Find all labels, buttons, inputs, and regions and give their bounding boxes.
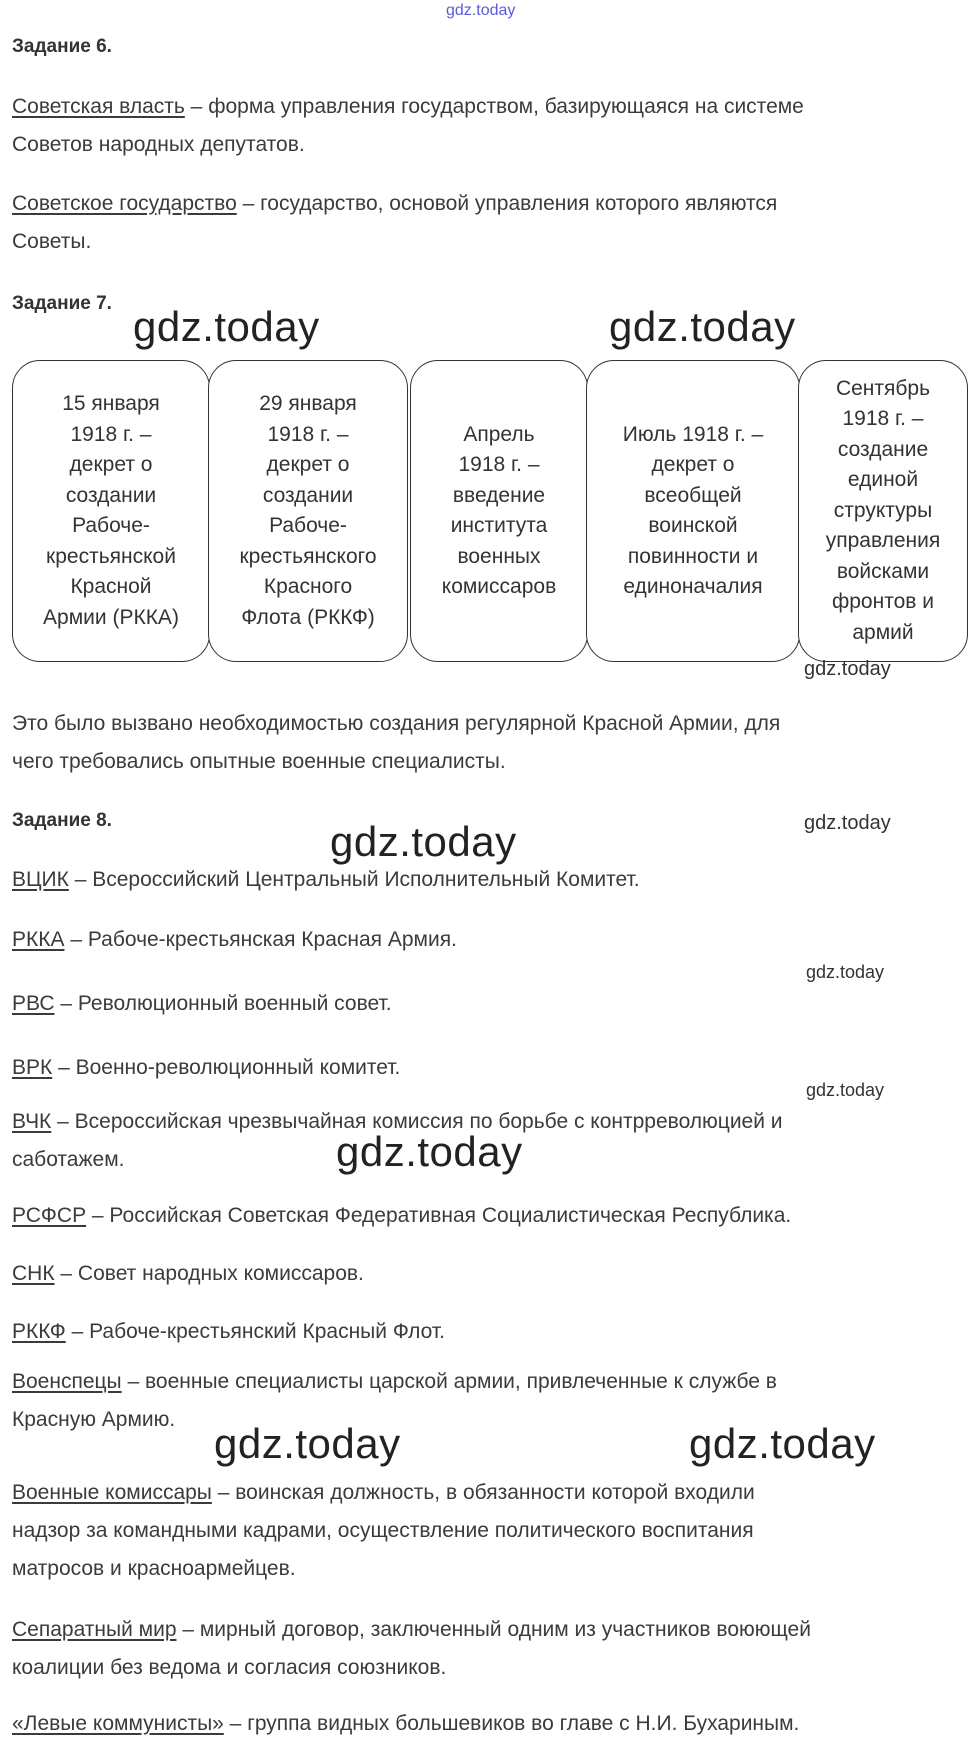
- definition-text: – Рабоче-крестьянский Красный Флот.: [65, 1320, 445, 1343]
- definition-text: – воинская должность, в обязанности которой входили: [211, 1481, 755, 1504]
- timeline-box-4: [586, 360, 800, 662]
- definition-text: – военные специалисты царской армии, привлеченные к службе в: [121, 1370, 777, 1393]
- term-abbreviation: Сепаратный мир: [12, 1618, 177, 1641]
- term-sovetskoe-gosudarstvo: Советское государство: [12, 192, 237, 215]
- term-abbreviation: РВС: [12, 992, 55, 1015]
- definition-text: – государство, основой управления которого являются: [236, 192, 778, 215]
- definition-text: – Совет народных комиссаров.: [54, 1262, 364, 1285]
- abbrev-rsfsr: [12, 1197, 791, 1235]
- note-text: чего требовались опытные военные специалисты.: [12, 750, 506, 773]
- definition-text: – мирный договор, заключенный одним из участников воюющей: [176, 1618, 811, 1641]
- timeline-box-1: [12, 360, 210, 662]
- watermark-small: gdz.today: [804, 812, 891, 834]
- term-separatnyi-mir: [12, 1611, 952, 1687]
- note-text: Это было вызвано необходимостью создания регулярной Красной Армии, для: [12, 712, 781, 735]
- definition-text: Советы.: [12, 230, 92, 253]
- abbrev-vtsik: [12, 861, 640, 899]
- watermark-big: gdz.today: [214, 1420, 401, 1467]
- watermark-big: gdz.today: [133, 303, 320, 350]
- definition-text: – Революционный военный совет.: [54, 992, 392, 1015]
- term-abbreviation: ВЧК: [12, 1110, 52, 1133]
- abbrev-rkka: [12, 921, 457, 959]
- term-abbreviation: ВРК: [12, 1056, 53, 1079]
- task7-title: Задание 7.: [12, 293, 112, 314]
- watermark-small: gdz.today: [806, 1080, 885, 1100]
- abbrev-snk: [12, 1255, 364, 1293]
- definition-text: Советов народных депутатов.: [12, 133, 305, 156]
- abbrev-rkkf: [12, 1313, 445, 1351]
- definition-text: – Всероссийская чрезвычайная комиссия по борьбе с контрреволюцией и: [51, 1110, 783, 1133]
- term-abbreviation: Военспецы: [12, 1370, 122, 1393]
- definition-text: – группа видных большевиков во главе с Н.И. Бухариным.: [223, 1712, 800, 1735]
- timeline-box-text: Июль 1918 г. – декрет о всеобщей воинской повинности и единоначалия: [622, 422, 764, 598]
- definition-text: – Рабоче-крестьянская Красная Армия.: [64, 928, 457, 951]
- definition-text: – Всероссийский Центральный Исполнительный Комитет.: [68, 868, 640, 891]
- task6-definition-1: [12, 88, 952, 164]
- timeline-box-text: 15 января 1918 г. – декрет о создании Рабоче- крестьянской Красной Армии (РККА): [43, 392, 179, 629]
- timeline-box-5: [798, 360, 968, 662]
- definition-text: надзор за командными кадрами, осуществление политического воспитания: [12, 1519, 754, 1542]
- term-abbreviation: РСФСР: [12, 1204, 87, 1227]
- watermark-big: gdz.today: [330, 818, 517, 865]
- timeline-box-text: 29 января 1918 г. – декрет о создании Рабоче- крестьянского Красного Флота (РККФ): [239, 392, 377, 629]
- watermark-big: gdz.today: [609, 303, 796, 350]
- term-levye-kommunisty: [12, 1705, 952, 1743]
- definition-text: – Российская Советская Федеративная Социалистическая Республика.: [86, 1204, 792, 1227]
- watermark-big: gdz.today: [336, 1128, 523, 1175]
- definition-text: – Военно-революционный комитет.: [52, 1056, 401, 1079]
- task8-title: Задание 8.: [12, 810, 112, 831]
- term-abbreviation: РККА: [12, 928, 65, 951]
- timeline-box-text: Сентябрь 1918 г. – создание единой структуры управления войсками фронтов и армий: [825, 376, 941, 644]
- task6-definition-2: [12, 185, 952, 261]
- watermark-big: gdz.today: [689, 1420, 876, 1467]
- definition-text: матросов и красноармейцев.: [12, 1557, 296, 1580]
- definition-text: саботажем.: [12, 1148, 125, 1171]
- abbrev-rvs: [12, 985, 392, 1023]
- watermark-small: gdz.today: [804, 658, 891, 680]
- timeline-box-2: [208, 360, 408, 662]
- term-abbreviation: Военные комиссары: [12, 1481, 212, 1504]
- task6-title: Задание 6.: [12, 36, 112, 57]
- watermark-small: gdz.today: [806, 962, 885, 982]
- term-abbreviation: РККФ: [12, 1320, 66, 1343]
- definition-text: – форма управления государством, базирующаяся на системе: [184, 95, 804, 118]
- term-sovetskaya-vlast: Советская власть: [12, 95, 185, 118]
- timeline-box-3: [410, 360, 588, 662]
- abbrev-vrk: [12, 1049, 400, 1087]
- watermark-top: gdz.today: [446, 2, 516, 19]
- definition-text: Красную Армию.: [12, 1408, 176, 1431]
- term-abbreviation: СНК: [12, 1262, 55, 1285]
- task7-note: [12, 705, 952, 781]
- definition-text: коалиции без ведома и согласия союзников.: [12, 1656, 447, 1679]
- term-abbreviation: ВЦИК: [12, 868, 69, 891]
- term-abbreviation: «Левые коммунисты»: [12, 1712, 224, 1735]
- timeline-box-text: Апрель 1918 г. – введение института военных комиссаров: [441, 422, 557, 598]
- term-voennye-komissary: [12, 1474, 952, 1588]
